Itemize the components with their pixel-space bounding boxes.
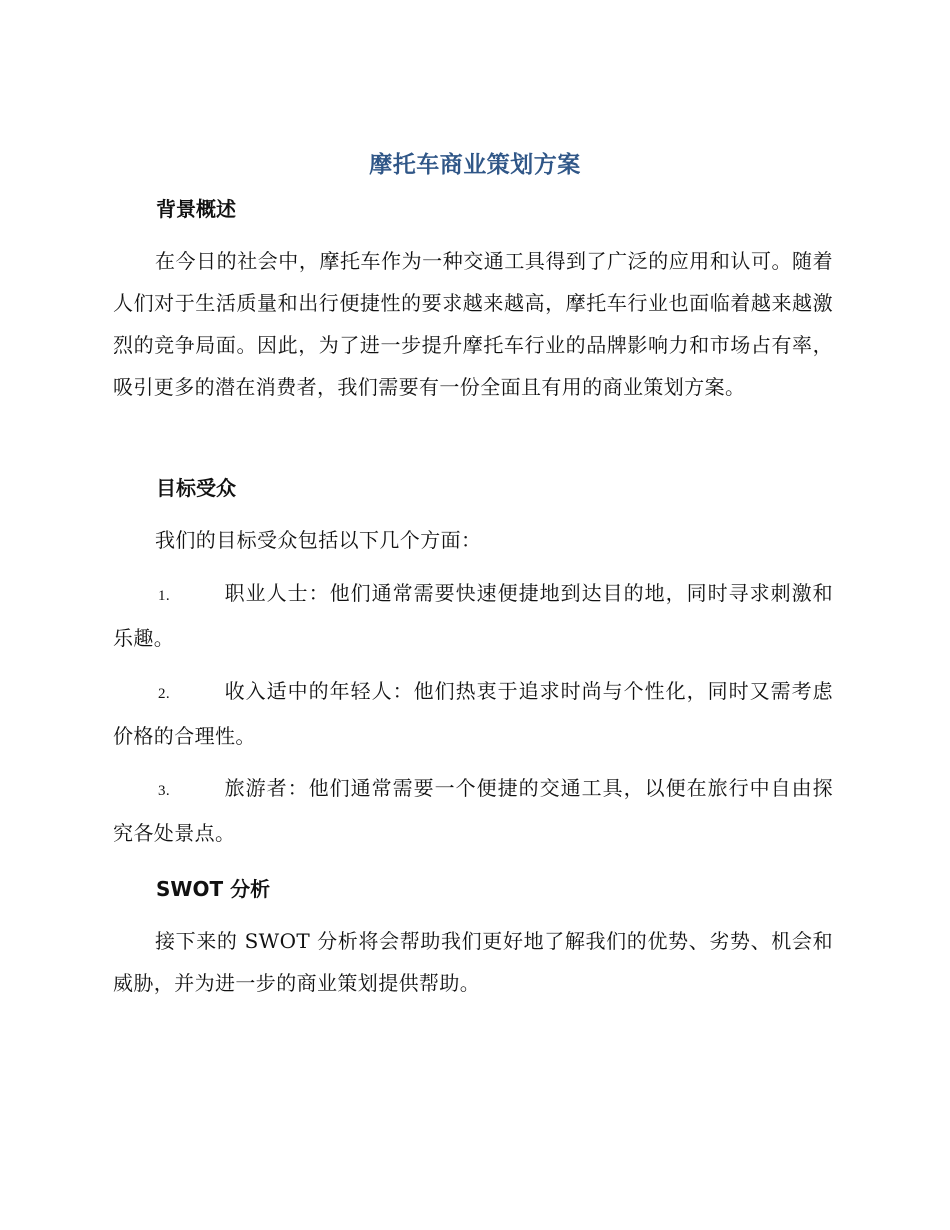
list-item-text: 收入适中的年轻人：他们热衷于追求时尚与个性化，同时又需考虑价格的合理性。: [113, 679, 833, 748]
list-item-text: 旅游者：他们通常需要一个便捷的交通工具，以便在旅行中自由探究各处景点。: [113, 776, 833, 845]
list-item: [113, 572, 833, 659]
list-item: [113, 670, 833, 757]
audience-intro-paragraph: 我们的目标受众包括以下几个方面：: [155, 528, 482, 552]
section-heading-background: 背景概述: [156, 197, 236, 221]
swot-paragraph: 接下来的 SWOT 分析将会帮助我们更好地了解我们的优势、劣势、机会和威胁，并为进一步的商业策划提供帮助。: [113, 929, 833, 995]
list-item-number: 3.: [158, 783, 171, 799]
list-item-number: 1.: [158, 588, 171, 604]
section-heading-swot: SWOT 分析: [156, 877, 271, 901]
list-item-text: 职业人士：他们通常需要快速便捷地到达目的地，同时寻求刺激和乐趣。: [113, 581, 833, 650]
section-heading-audience: 目标受众: [156, 476, 236, 500]
document-title: 摩托车商业策划方案: [369, 152, 581, 178]
list-item: [113, 767, 833, 854]
background-paragraph: 在今日的社会中，摩托车作为一种交通工具得到了广泛的应用和认可。随着人们对于生活质量和出行便捷性的要求越来越高，摩托车行业也面临着越来越激烈的竞争局面。因此，为了进一步提升摩托车行业的品牌影响力和市场占有率，吸引更多的潜在消费者，我们需要有一份全面且有用的商业策划方案。: [113, 249, 833, 399]
list-item-number: 2.: [158, 686, 171, 702]
